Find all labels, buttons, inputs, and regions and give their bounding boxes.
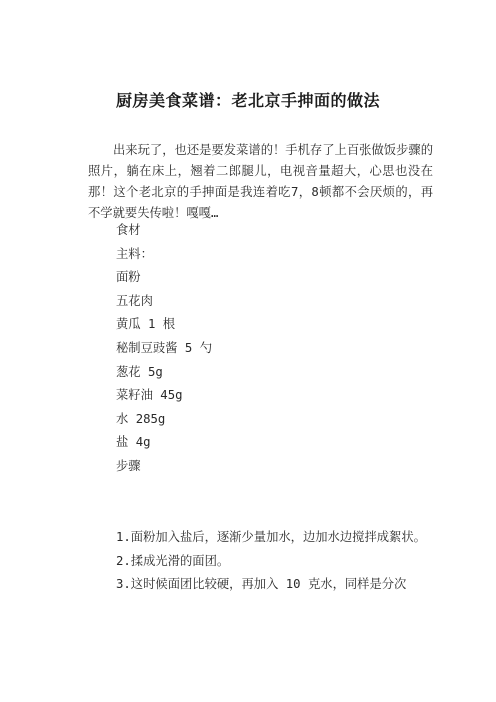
- step-item: 2.揉成光滑的面团。: [116, 553, 230, 568]
- ingredient-item: 黄瓜 1 根: [116, 317, 176, 332]
- ingredient-list: [88, 219, 433, 479]
- step-item: 3.这时候面团比较硬，再加入 10 克水，同样是分次: [116, 577, 407, 591]
- ingredient-item: 秘制豆豉酱 5 勺: [116, 340, 212, 355]
- main-ingredients-heading: 主料：: [116, 246, 153, 261]
- step-item: 1.面粉加入盐后，逐渐少量加水，边加水边搅拌成絮状。: [116, 530, 426, 544]
- steps-heading: 步骤: [116, 458, 141, 473]
- page-title: 厨房美食菜谱：老北京手抻面的做法: [115, 91, 380, 110]
- intro-paragraph: 出来玩了，也还是要发菜谱的！手机存了上百张做饭步骤的照片，躺在床上，翘着二郎腿儿，电视音量超大，心思也没在那！这个老北京的手抻面是我连着吃7，8顿都不会厌烦的，再不学就要失传啦！嘎嘎…: [88, 143, 433, 220]
- ingredient-item: 菜籽油 45g: [116, 388, 183, 403]
- steps-list: [88, 527, 433, 598]
- ingredients-heading: 食材: [116, 223, 141, 237]
- ingredient-item: 葱花 5g: [116, 364, 163, 379]
- ingredient-item: 面粉: [116, 270, 141, 285]
- ingredient-item: 五花肉: [116, 293, 153, 308]
- ingredient-item: 水 285g: [116, 411, 166, 426]
- ingredient-item: 盐 4g: [116, 435, 151, 450]
